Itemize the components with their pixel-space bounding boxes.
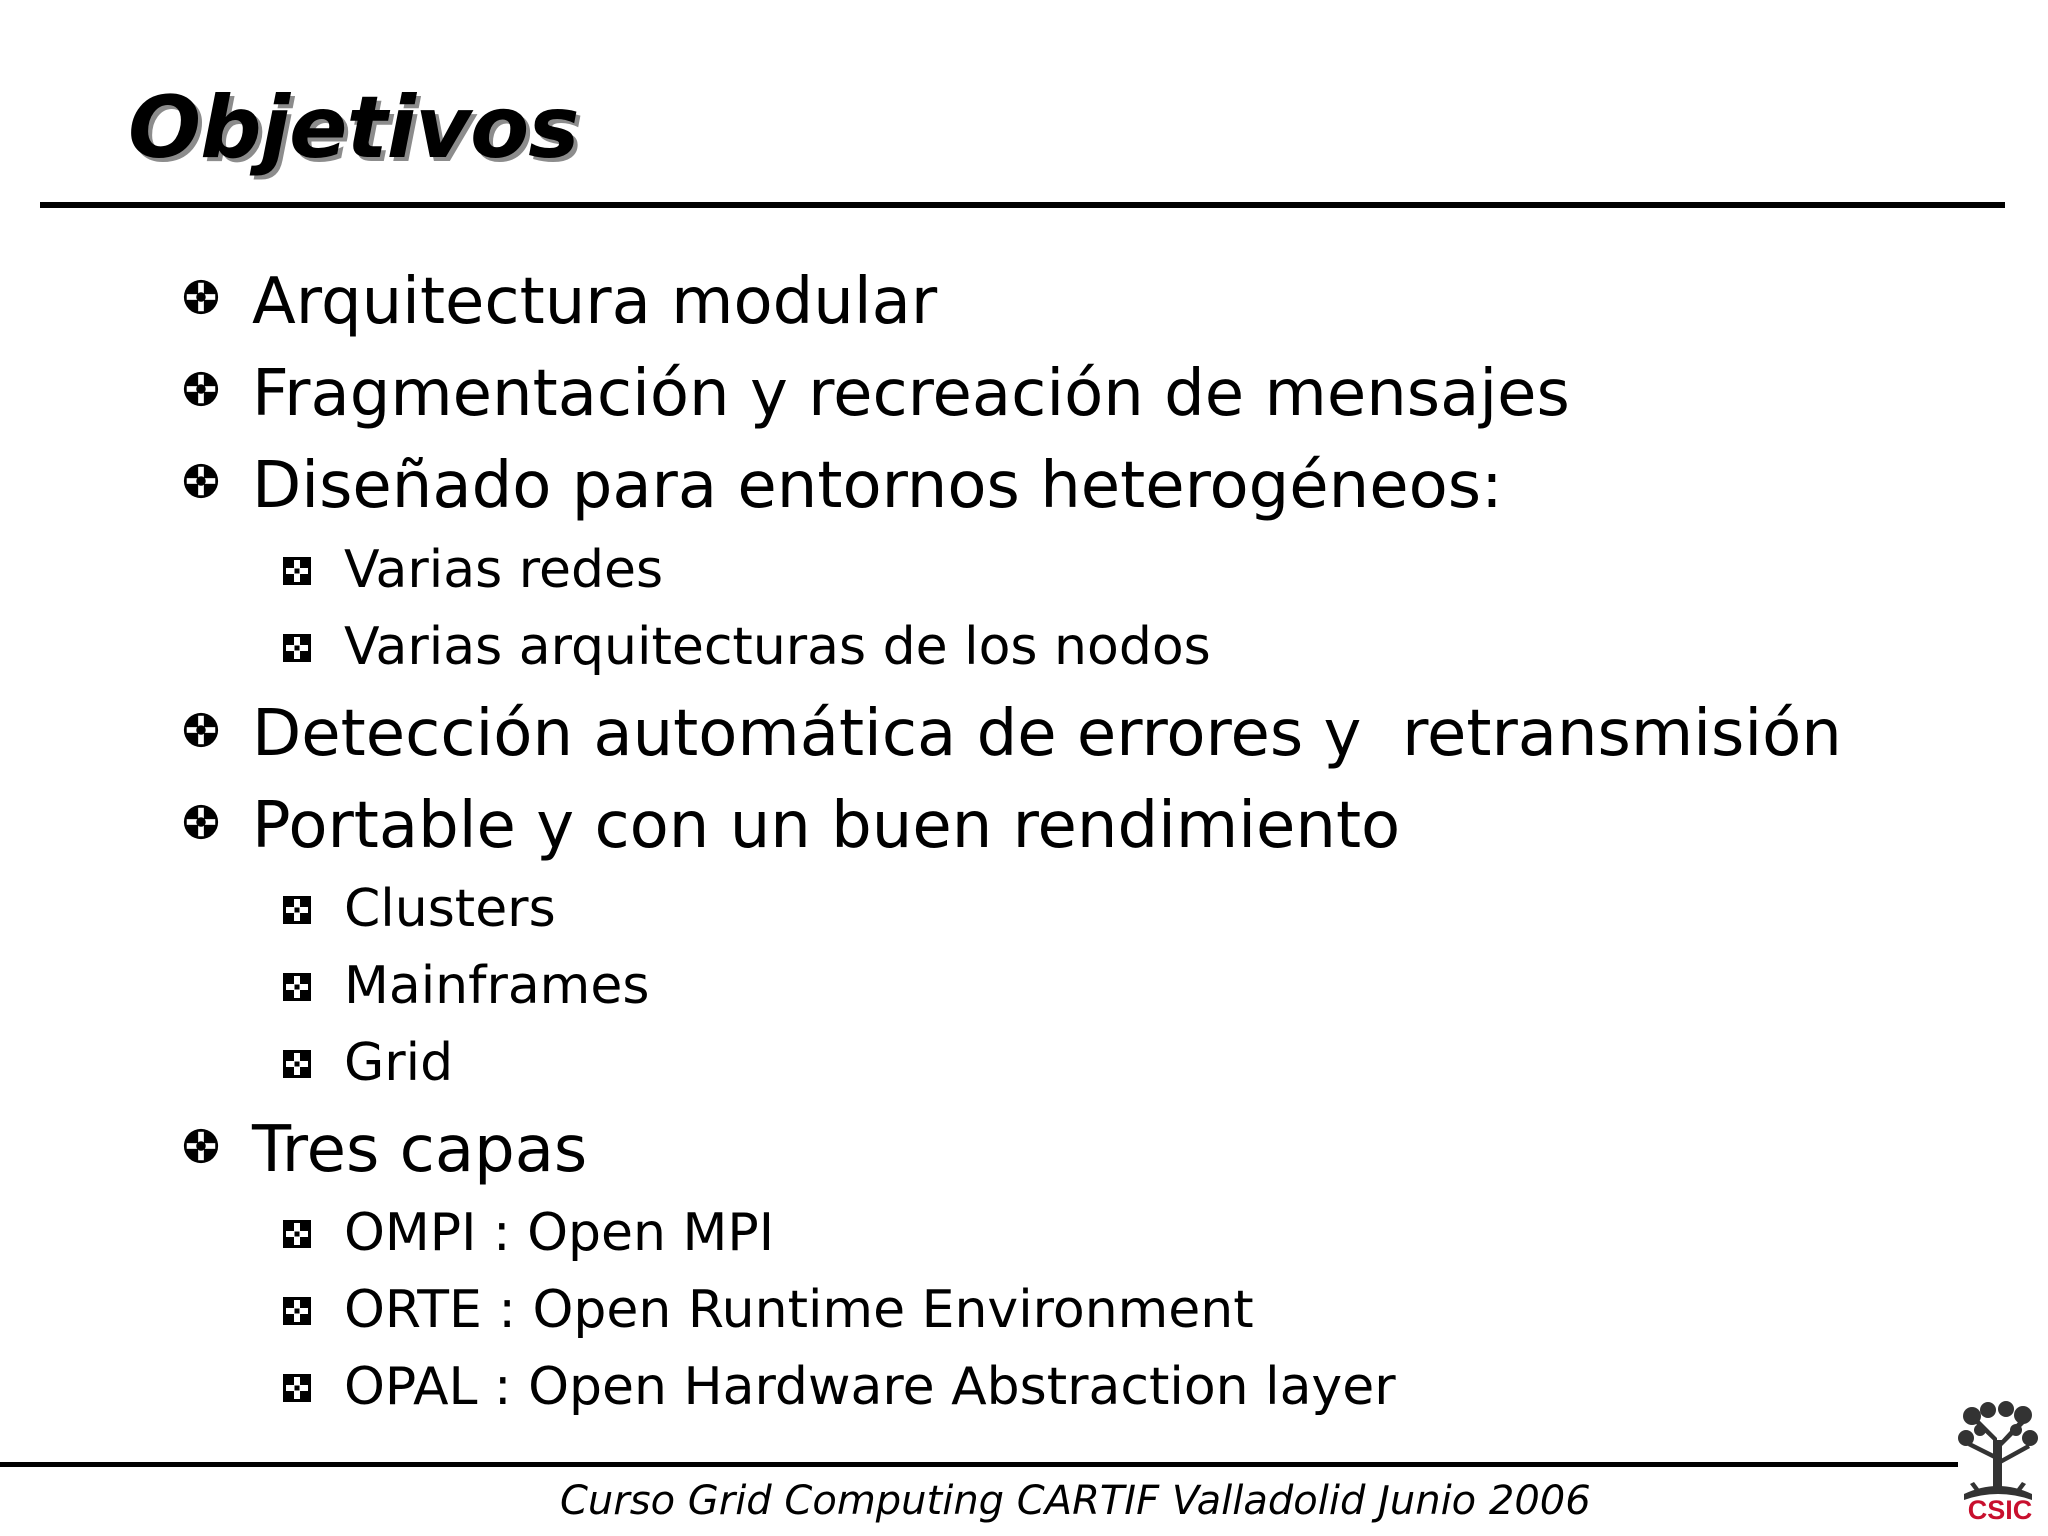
crosshair-circle-bullet-icon <box>182 462 220 500</box>
bullet-item: Arquitectura modular <box>252 265 938 339</box>
footer-divider <box>0 1462 1958 1467</box>
bullet-item: Detección automática de errores y retransmisión <box>252 697 1842 771</box>
bullet-item: ORTE : Open Runtime Environment <box>344 1280 1254 1340</box>
crosshair-square-bullet-icon <box>282 972 312 1002</box>
crosshair-square-bullet-icon <box>282 1373 312 1403</box>
bullet-item: Tres capas <box>252 1113 588 1187</box>
footer-text: Curso Grid Computing CARTIF Valladolid Junio 2006 <box>560 1478 1591 1524</box>
bullet-item: Grid <box>344 1033 454 1093</box>
crosshair-circle-bullet-icon <box>182 803 220 841</box>
crosshair-circle-bullet-icon <box>182 278 220 316</box>
bullet-item: Diseñado para entornos heterogéneos: <box>252 449 1503 523</box>
title-divider <box>40 202 2005 208</box>
bullet-item: Varias redes <box>344 540 664 600</box>
crosshair-circle-bullet-icon <box>182 711 220 749</box>
bullet-item: Clusters <box>344 879 556 939</box>
crosshair-square-bullet-icon <box>282 895 312 925</box>
crosshair-circle-bullet-icon <box>182 1127 220 1165</box>
bullet-item: Fragmentación y recreación de mensajes <box>252 357 1570 431</box>
crosshair-square-bullet-icon <box>282 1219 312 1249</box>
crosshair-square-bullet-icon <box>282 1049 312 1079</box>
bullet-item: OPAL : Open Hardware Abstraction layer <box>344 1357 1396 1417</box>
bullet-item: Portable y con un buen rendimiento <box>252 789 1401 863</box>
crosshair-square-bullet-icon <box>282 1296 312 1326</box>
crosshair-square-bullet-icon <box>282 633 312 663</box>
bullet-item: OMPI : Open MPI <box>344 1203 775 1263</box>
bullet-item: Mainframes <box>344 956 650 1016</box>
logo-text: CSIC <box>1967 1495 2033 1525</box>
bullet-item: Varias arquitecturas de los nodos <box>344 617 1211 677</box>
crosshair-square-bullet-icon <box>282 556 312 586</box>
crosshair-circle-bullet-icon <box>182 370 220 408</box>
slide-title: Objetivos <box>128 78 579 178</box>
